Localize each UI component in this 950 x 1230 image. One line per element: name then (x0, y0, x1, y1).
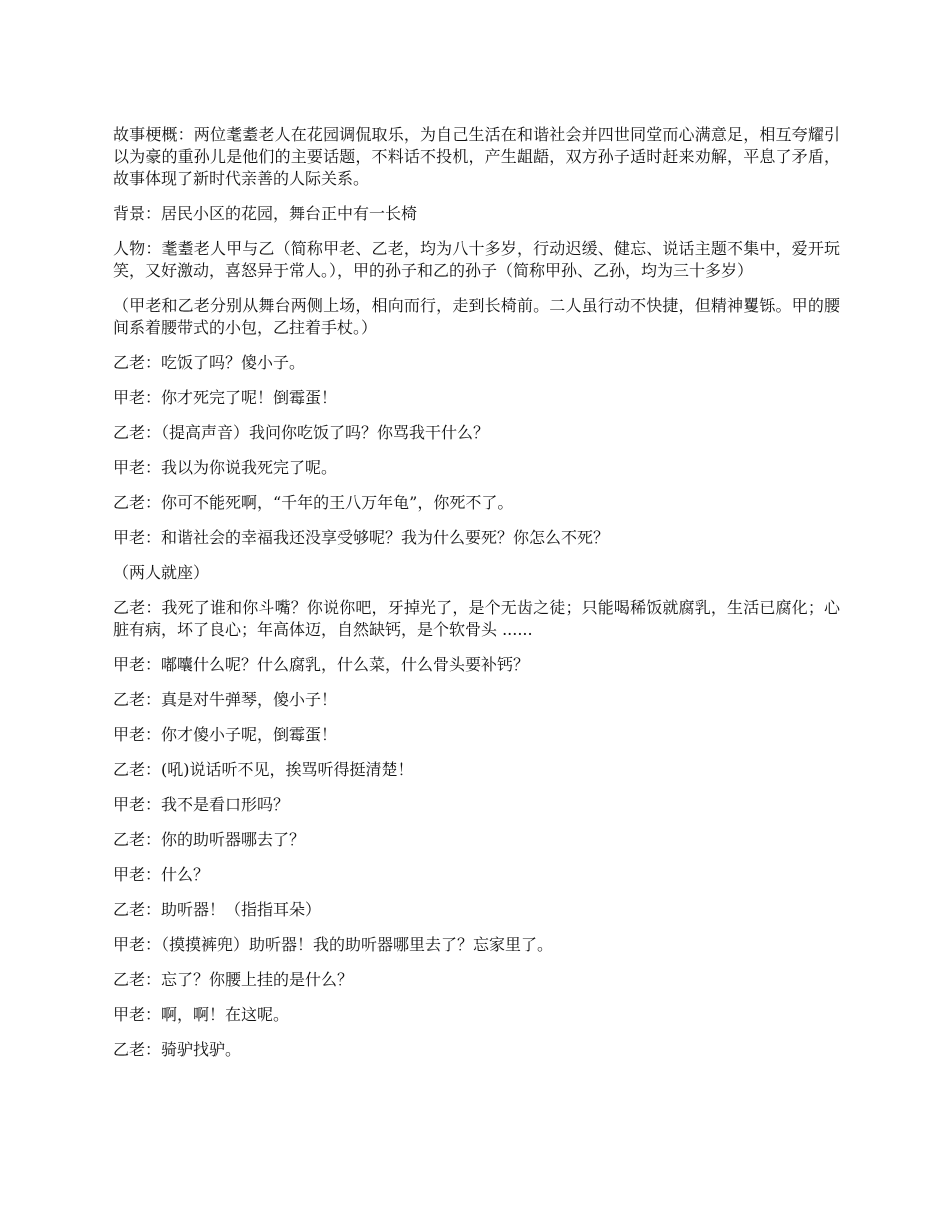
dialogue-line: 乙老：（提高声音）我问你吃饭了吗？你骂我干什么？ (113, 423, 490, 442)
document-body (113, 124, 840, 1074)
setting-line: 背景：居民小区的花园，舞台正中有一长椅 (113, 204, 418, 223)
dialogue-line: 乙老：你的助听器哪去了？ (113, 830, 306, 849)
dialogue-line: 乙老：吃饭了吗？傻小子。 (113, 353, 306, 372)
story-synopsis: 故事梗概：两位耄耋老人在花园调侃取乐，为自己生活在和谐社会并四世同堂而心满意足，相互夸耀引以为豪的重孙儿是他们的主要话题，不料话不投机，产生龃龉，双方孙子适时赶来劝解，平息了矛盾，故事体现了新时代亲善的人际关系。 (113, 125, 840, 188)
dialogue-line: 乙老：真是对牛弹琴，傻小子！ (113, 690, 338, 709)
dialogue-line: 乙老：我死了谁和你斗嘴？你说你吧，牙掉光了，是个无齿之徒；只能喝稀饭就腐乳，生活已腐化；心脏有病，坏了良心；年高体迈，自然缺钙，是个软骨头 ...... (113, 598, 840, 639)
dialogue-line: 甲老：什么？ (113, 865, 210, 884)
stage-direction: （甲老和乙老分别从舞台两侧上场，相向而行，走到长椅前。二人虽行动不快捷，但精神矍铄。甲的腰间系着腰带式的小包，乙拄着手杖。） (113, 296, 840, 337)
characters-line: 人物：耄耋老人甲与乙（简称甲老、乙老，均为八十多岁，行动迟缓、健忘、说话主题不集中，爱开玩笑，又好激动，喜怒异于常人。），甲的孙子和乙的孙子（简称甲孙、乙孙，均为三十多岁） (113, 239, 840, 280)
dialogue-line: 乙老：(吼)说话听不见，挨骂听得挺清楚！ (113, 760, 414, 779)
dialogue-line: 甲老：啊，啊！在这呢。 (113, 1005, 290, 1024)
dialogue-line: 甲老：（摸摸裤兜）助听器！我的助听器哪里去了？忘家里了。 (113, 935, 554, 954)
dialogue-line: 甲老：嘟囔什么呢？什么腐乳，什么菜，什么骨头要补钙？ (113, 655, 530, 674)
dialogue-line: 甲老：我不是看口形吗？ (113, 795, 290, 814)
dialogue-line: 甲老：你才傻小子呢，倒霉蛋！ (113, 725, 338, 744)
dialogue-line: 甲老：和谐社会的幸福我还没享受够呢？我为什么要死？你怎么不死？ (113, 528, 610, 547)
dialogue-line: 甲老：你才死完了呢！倒霉蛋！ (113, 388, 338, 407)
dialogue-line: 乙老：你可不能死啊，“千年的王八万年龟”，你死不了。 (113, 493, 514, 512)
stage-direction: （两人就座） (113, 563, 210, 582)
dialogue-line: 乙老：骑驴找驴。 (113, 1040, 242, 1059)
dialogue-line: 甲老：我以为你说我死完了呢。 (113, 458, 338, 477)
dialogue-line: 乙老：助听器！（指指耳朵） (113, 900, 322, 919)
dialogue-line: 乙老：忘了？你腰上挂的是什么？ (113, 970, 354, 989)
